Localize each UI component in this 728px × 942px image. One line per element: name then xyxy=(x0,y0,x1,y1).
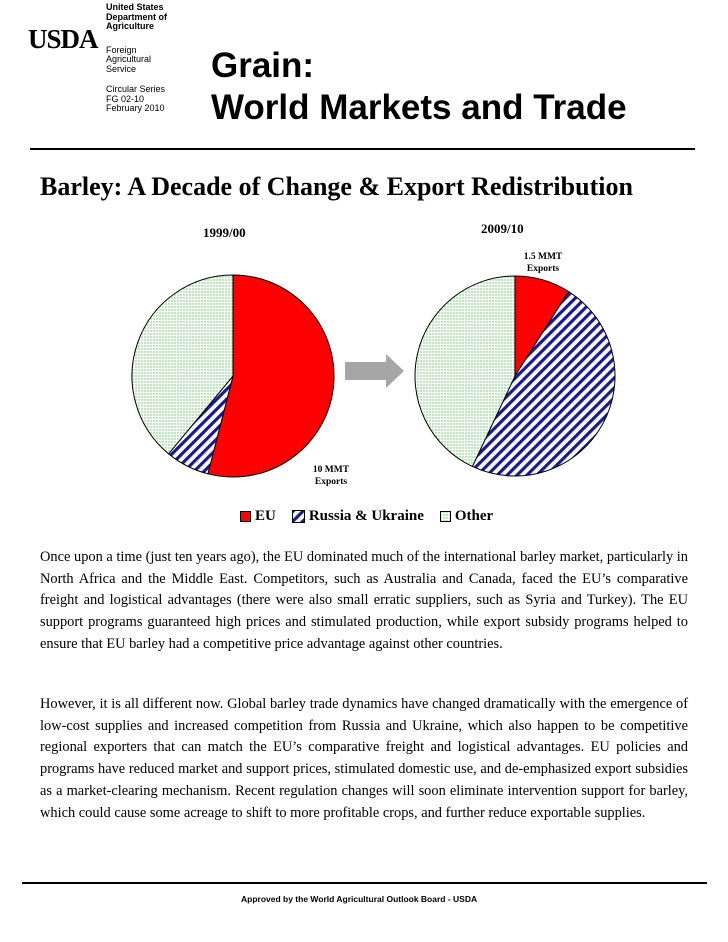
footer-divider xyxy=(22,882,707,884)
series-line: FG 02-10 xyxy=(106,93,145,104)
series-line: Circular Series xyxy=(106,84,166,94)
legend-swatch-other xyxy=(440,511,451,522)
pie-chart-1999 xyxy=(132,275,334,477)
legend-item-eu xyxy=(240,508,276,525)
paragraph-2: However, it is all different now. Global barley trade dynamics have changed dramatically with the emergence of low-cost supplies and increased competition from Russia and Ukraine, which also happen to be competitive regional exporters that can match the EU’s comparative freight and logistical advantages. EU policies and programs have reduced market and support prices, stimulated domestic use, and de-emphasized export subsidies as a market-clearing mechanism. Recent regulation changes will soon eliminate intervention support for barley, which could cause some acreage to shift to more profitable crops, and further reduce exportable supplies. xyxy=(40,696,688,821)
pie-title-2009: 2009/10 xyxy=(481,221,524,236)
footer-text: Approved by the World Agricultural Outlook Board - USDA xyxy=(241,894,478,904)
legend-swatch-eu xyxy=(240,511,251,522)
legend-item-other xyxy=(440,508,493,525)
pie-chart-2009 xyxy=(415,276,615,476)
annotation-1999-unit: Exports xyxy=(314,477,348,487)
arrow-icon xyxy=(345,354,404,388)
headline: Barley: A Decade of Change & Export Redistribution xyxy=(40,172,633,201)
series-line: February 2010 xyxy=(106,103,165,113)
legend-label: Russia & Ukraine xyxy=(308,508,424,524)
service-line: Service xyxy=(106,63,137,74)
title-line-2: World Markets and Trade xyxy=(211,88,627,127)
legend-label: EU xyxy=(255,508,276,524)
pie-title-1999: 1999/00 xyxy=(203,225,246,240)
service-line: Foreign xyxy=(106,44,137,55)
annotation-2009-unit: Exports xyxy=(526,264,560,274)
legend-swatch-russia-ukraine xyxy=(292,510,305,523)
legend-item-russia-ukraine xyxy=(292,508,424,525)
service-line: Agricultural xyxy=(106,54,152,64)
annotation-1999-value: 10 MMT xyxy=(312,465,350,475)
agency-line: Department of xyxy=(106,11,168,22)
agency-line: United States xyxy=(106,2,164,12)
usda-logo-text: USDA xyxy=(28,24,98,54)
chart-legend xyxy=(240,508,509,525)
legend-label: Other xyxy=(454,508,494,524)
title-line-1: Grain: xyxy=(211,46,315,85)
paragraph-1: Once upon a time (just ten years ago), the EU dominated much of the international barley market, particularly in North Africa and the Middle East. Competitors, such as Australia and Canada, faced the EU’s comparative freight and logistical advantages (there were also small erratic suppliers, such as Syria and Turkey). The EU support programs guaranteed high prices and stimulated production, while export subsidy programs helped to ensure that EU barley had a competitive price advantage against other countries. xyxy=(40,549,688,652)
agency-line: Agriculture xyxy=(106,21,155,31)
annotation-2009-value: 1.5 MMT xyxy=(523,252,563,262)
